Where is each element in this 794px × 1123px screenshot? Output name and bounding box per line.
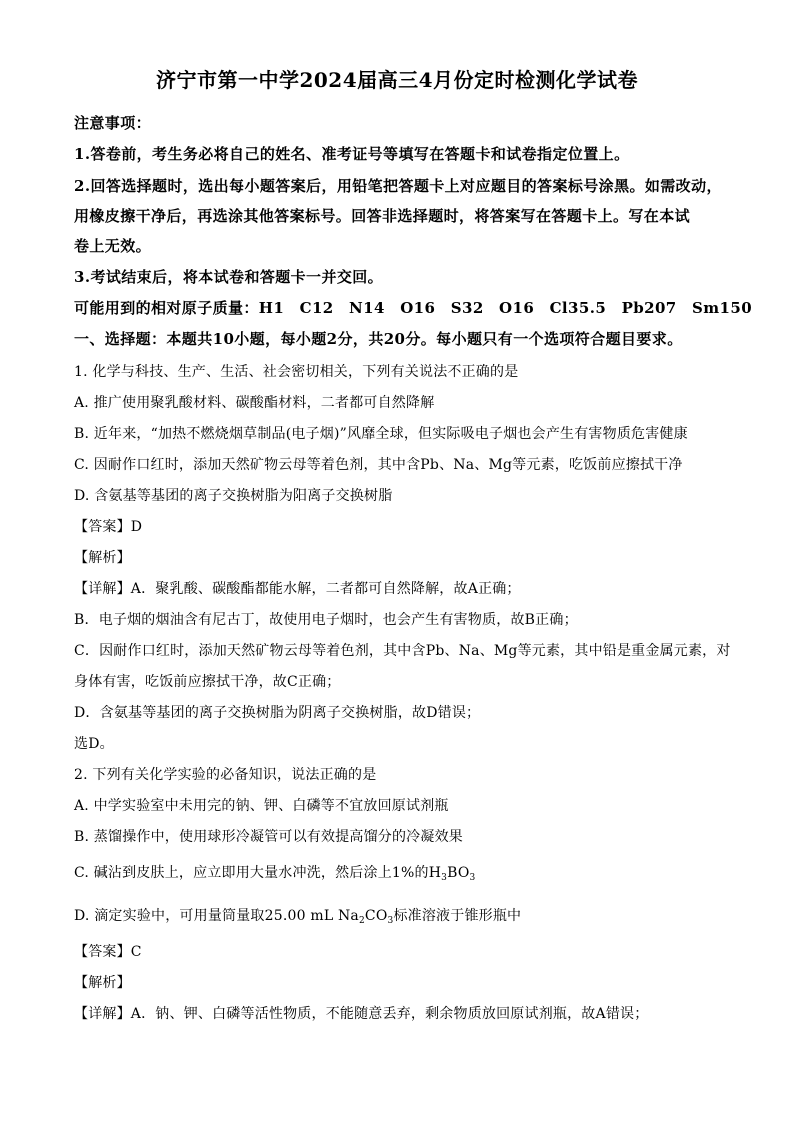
question-2-analysis: 【解析】 bbox=[74, 975, 131, 991]
question-1-detail-c-line-2: 身体有害，吃饭前应擦拭干净，故C正确； bbox=[74, 674, 341, 690]
boric-acid-formula: $H_3BO_3$ bbox=[428, 865, 476, 883]
question-1-detail-a: 【详解】A．聚乳酸、碳酸酯都能水解，二者都可自然降解，故A正确； bbox=[74, 581, 521, 597]
notice-item-2-line-3: 卷上无效。 bbox=[74, 237, 152, 255]
question-1-detail-c-line-1: C．因耐作口红时，添加天然矿物云母等着色剂，其中含Pb、Na、Mg等元素，其中铅是重金属元素，对 bbox=[74, 643, 731, 659]
question-2-stem: 2. 下列有关化学实验的必备知识，说法正确的是 bbox=[74, 767, 377, 783]
question-1-choice: 选D。 bbox=[74, 736, 114, 752]
question-1-option-d: D. 含氨基等基团的离子交换树脂为阳离子交换树脂 bbox=[74, 488, 393, 504]
section-heading: 一、选择题：本题共10小题，每小题2分，共20分。每小题只有一个选项符合题目要求。 bbox=[74, 330, 683, 348]
question-2-option-c bbox=[74, 862, 734, 883]
question-2-option-c-text: C. 碱沾到皮肤上，应立即用大量水冲洗，然后涂上1%的 bbox=[74, 865, 429, 881]
question-2-option-a: A. 中学实验室中未用完的钠、钾、白磷等不宜放回原试剂瓶 bbox=[74, 798, 449, 814]
question-1-option-c: C. 因耐作口红时，添加天然矿物云母等着色剂，其中含Pb、Na、Mg等元素，吃饭前应擦拭干净 bbox=[74, 457, 683, 473]
page-title: 济宁市第一中学2024届高三4月份定时检测化学试卷 bbox=[155, 68, 639, 92]
notice-item-1: 1.答卷前，考生务必将自己的姓名、准考证号等填写在答题卡和试卷指定位置上。 bbox=[74, 145, 630, 163]
question-1-detail-b: B．电子烟的烟油含有尼古丁，故使用电子烟时，也会产生有害物质，故B正确； bbox=[74, 612, 578, 628]
question-1-answer: 【答案】D bbox=[74, 519, 143, 535]
notice-item-2-line-1: 2.回答选择题时，选出每小题答案后，用铅笔把答题卡上对应题目的答案标号涂黑。如需改动， bbox=[74, 177, 722, 195]
question-2-option-b: B. 蒸馏操作中，使用球形冷凝管可以有效提高馏分的冷凝效果 bbox=[74, 829, 463, 845]
question-2-option-d bbox=[74, 905, 734, 926]
notice-item-2-line-2: 用橡皮擦干净后，再选涂其他答案标号。回答非选择题时，将答案写在答题卡上。写在本试 bbox=[74, 207, 691, 225]
sodium-carbonate-formula: $Na_2CO_3$ bbox=[337, 908, 394, 926]
question-1-analysis: 【解析】 bbox=[74, 550, 131, 566]
atomic-masses: 可能用到的相对原子质量：H1 C12 N14 O16 S32 O16 Cl35.5 Pb207 Sm150 bbox=[74, 299, 753, 317]
question-1-option-a: A. 推广使用聚乳酸材料、碳酸酯材料，二者都可自然降解 bbox=[74, 395, 435, 411]
question-1-detail-d: D．含氨基等基团的离子交换树脂为阴离子交换树脂，故D错误； bbox=[74, 705, 481, 721]
notice-item-3: 3.考试结束后，将本试卷和答题卡一并交回。 bbox=[74, 268, 384, 286]
question-1-option-b: B. 近年来，“加热不燃烧烟草制品(电子烟)”风靡全球，但实际吸电子烟也会产生有害物质危害健康 bbox=[74, 426, 688, 442]
notice-heading: 注意事项： bbox=[74, 114, 152, 132]
question-2-option-d-suffix: 标准溶液于锥形瓶中 bbox=[393, 908, 522, 924]
question-2-option-d-text: D. 滴定实验中，可用量筒量取25.00 mL bbox=[74, 908, 338, 924]
question-2-answer: 【答案】C bbox=[74, 944, 142, 960]
question-2-detail-a: 【详解】A．钠、钾、白磷等活性物质，不能随意丢弃，剩余物质放回原试剂瓶，故A错误； bbox=[74, 1006, 649, 1022]
question-1-stem: 1. 化学与科技、生产、生活、社会密切相关，下列有关说法不正确的是 bbox=[74, 364, 519, 380]
